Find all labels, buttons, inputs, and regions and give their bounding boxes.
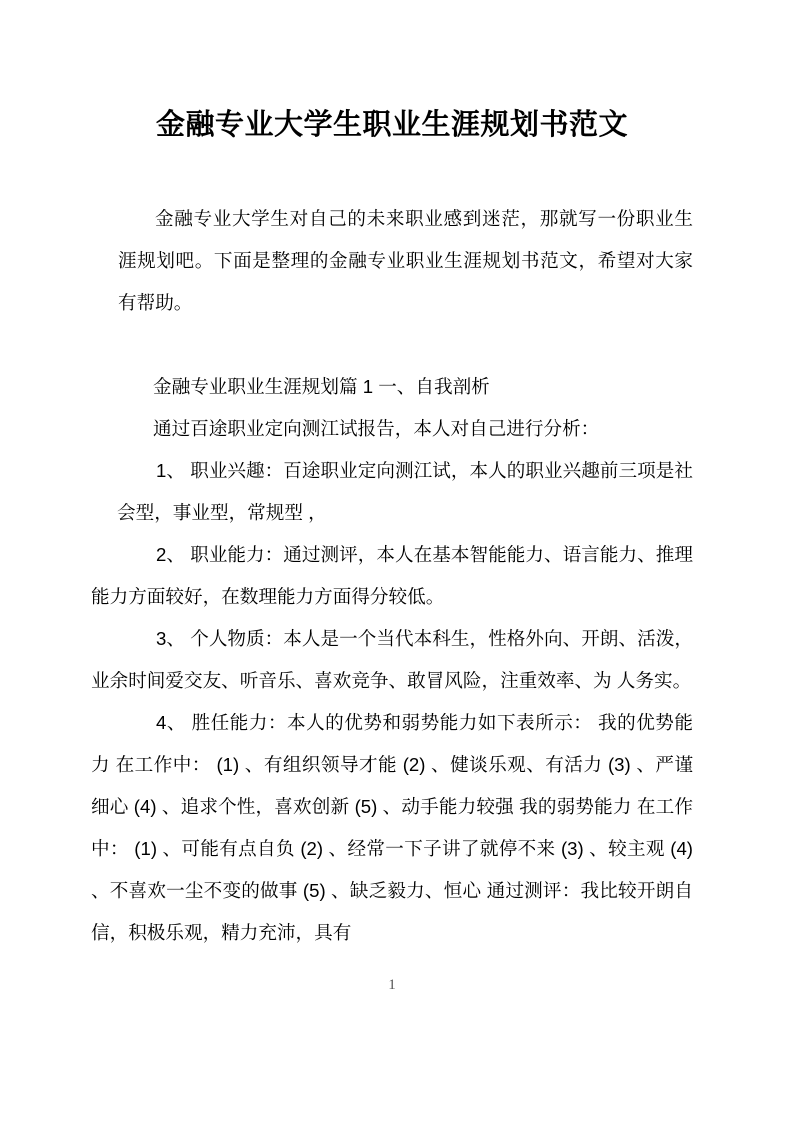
- document-title: 金融专业大学生职业生涯规划书范文: [155, 109, 628, 141]
- blank-line-spacer: [91, 324, 693, 366]
- paragraph-section-heading: 金融专业职业生涯规划篇 1 一、自我剖析: [153, 376, 490, 397]
- paragraph-item-3: 3、 个人物质：本人是一个当代本科生，性格外向、开朗、活泼，业余时间爱交友、听音乐、喜欢竞争、敢冒风险，注重效率、为 人务实。: [91, 628, 693, 691]
- page-number: 1: [388, 977, 396, 993]
- paragraph-item-2: 2、 职业能力：通过测评，本人在基本智能能力、语言能力、推理 能力方面较好，在数理能力方面得分较低。: [91, 544, 693, 607]
- paragraph-intro: 金融专业大学生对自己的未来职业感到迷茫，那就写一份职业生涯规划吧。下面是整理的金融专业职业生涯规划书范文，希望对大家有帮助。: [118, 208, 693, 313]
- page-footer: [91, 976, 693, 994]
- paragraph-item-4: 4、 胜任能力：本人的优势和弱势能力如下表所示： 我的优势能力 在工作中： (1) 、有组织领导才能 (2) 、健谈乐观、有活力 (3) 、严谨细心 (4) 、追求个性，喜欢创新 (5) 、动手能力较强 我的弱势能力 在工作中： (1) 、可能有点自负 (2) 、经常一下子讲了就停不来 (3) 、较主观 (4) 、不喜欢一尘不变的做事 (5) 、缺乏毅力、恒心 通过测评：我比较开朗自信，积极乐观，精力充沛，具有: [91, 712, 693, 943]
- paragraph-item-1: 1、 职业兴趣：百途职业定向测江试，本人的职业兴趣前三项是社 会型，事业型，常规型 ，: [117, 460, 693, 523]
- paragraph-analysis-intro: 通过百途职业定向测江试报告，本人对自己进行分析：: [153, 418, 600, 439]
